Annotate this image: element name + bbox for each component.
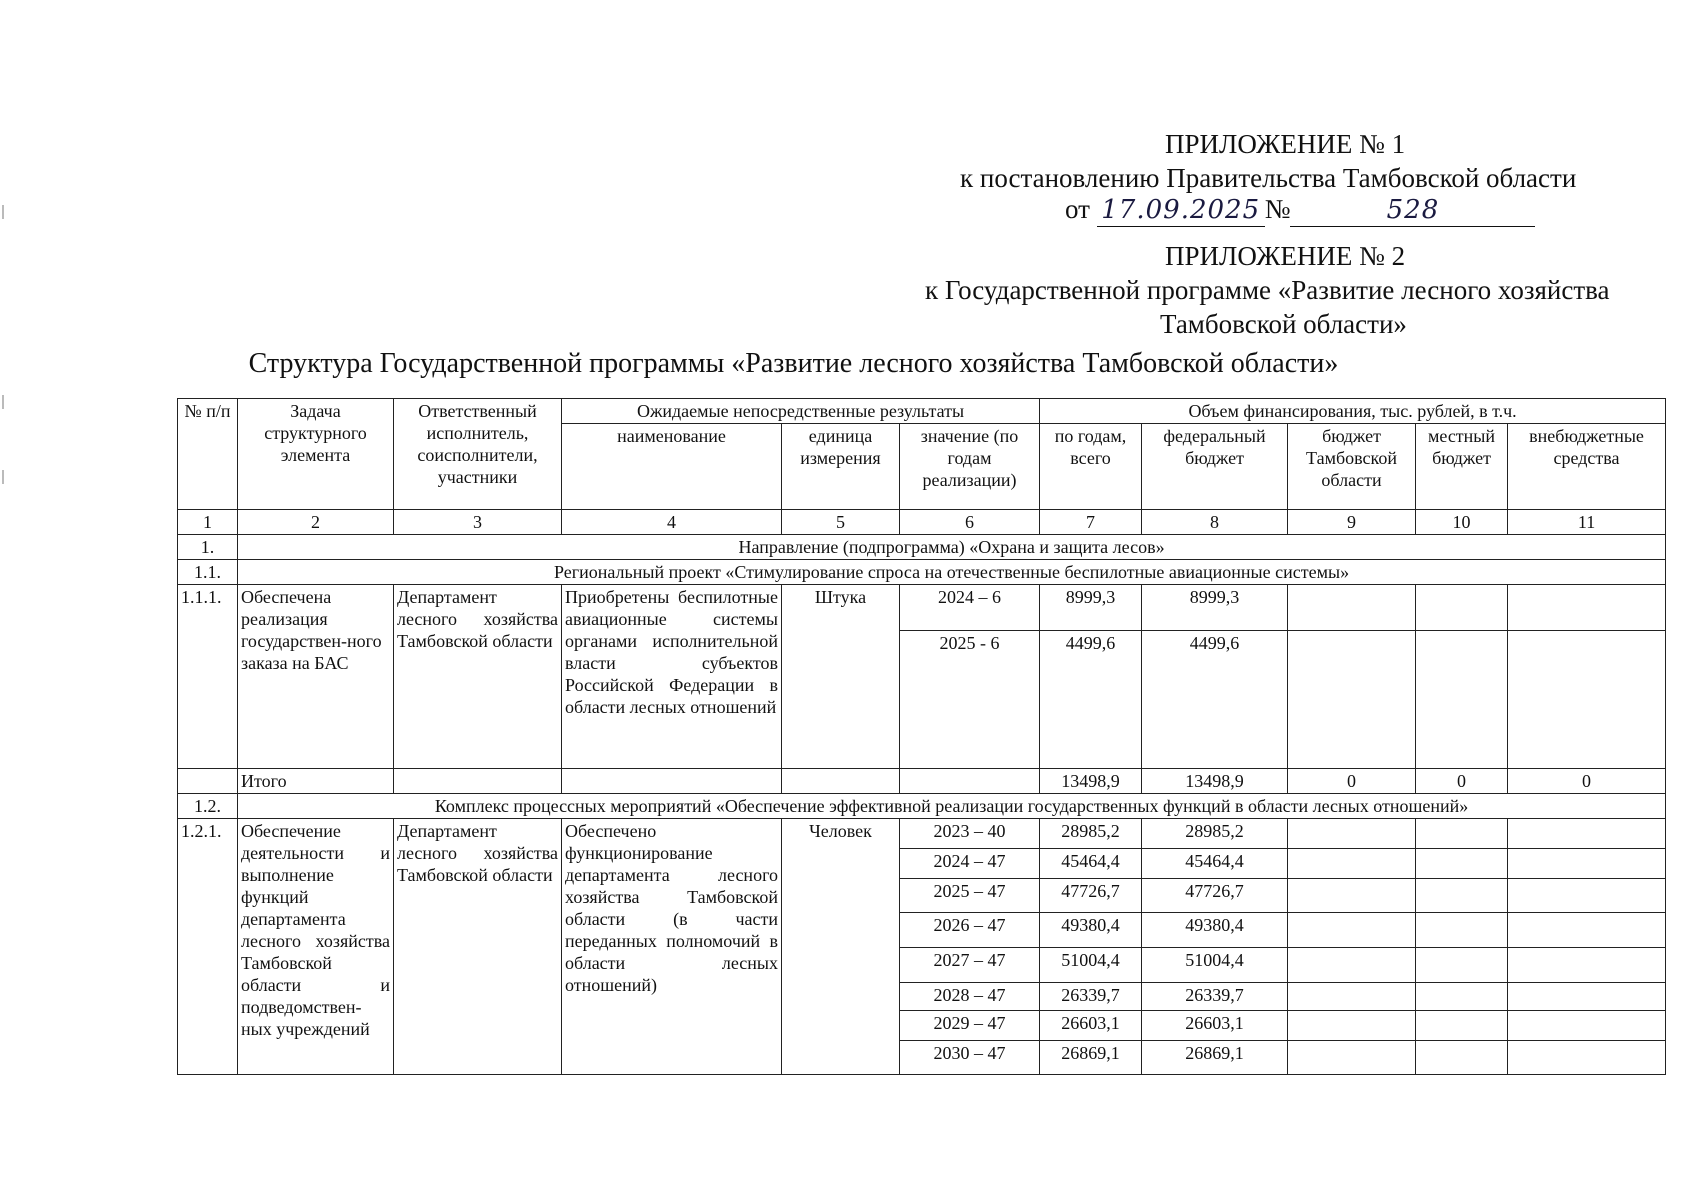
row-num: 1.2.1. [178, 819, 238, 1075]
row-local [1416, 1011, 1508, 1041]
total-empty [394, 769, 562, 794]
row-value: 2025 - 6 [900, 631, 1040, 769]
row-regional [1288, 585, 1416, 631]
table-row [178, 585, 1666, 631]
row-value: 2024 – 47 [900, 849, 1040, 879]
row-total: 26603,1 [1040, 1011, 1142, 1041]
number-line [1290, 193, 1535, 227]
row-result-name: Приобретены беспилотные авиационные системы органами исполнительной власти субъектов Российской Федерации в области лесных отношений [562, 585, 782, 769]
appendix2-title: ПРИЛОЖЕНИЕ № 2 [1165, 241, 1406, 271]
row-federal: 47726,7 [1142, 879, 1288, 913]
scan-mark [2, 470, 4, 484]
row-local [1416, 913, 1508, 948]
header-responsible: Ответственный исполнитель, соисполнители, участники [394, 399, 562, 510]
total-empty [178, 769, 238, 794]
date-number-line [1065, 193, 1535, 227]
complex-row [178, 794, 1666, 819]
total-federal: 13498,9 [1142, 769, 1288, 794]
row-value: 2030 – 47 [900, 1041, 1040, 1075]
row-task: Обеспечение деятельности и выполнение функций департамента лесного хозяйства Тамбовской области и подведомствен-ных учреждений [238, 819, 394, 1075]
complex-num: 1.2. [178, 794, 238, 819]
date-line [1097, 193, 1265, 227]
total-extra: 0 [1508, 769, 1666, 794]
col-number: 7 [1040, 510, 1142, 535]
col-number: 5 [782, 510, 900, 535]
row-unit: Штука [782, 585, 900, 769]
row-local [1416, 585, 1508, 631]
header-federal: федеральный бюджет [1142, 424, 1288, 510]
row-value: 2029 – 47 [900, 1011, 1040, 1041]
row-total: 49380,4 [1040, 913, 1142, 948]
header-total: по годам, всего [1040, 424, 1142, 510]
row-total: 8999,3 [1040, 585, 1142, 631]
row-task: Обеспечена реализация государствен-ного заказа на БАС [238, 585, 394, 769]
row-regional [1288, 948, 1416, 983]
header-task: Задача структурного элемента [238, 399, 394, 510]
row-regional [1288, 849, 1416, 879]
row-extra [1508, 585, 1666, 631]
total-row [178, 769, 1666, 794]
row-total: 51004,4 [1040, 948, 1142, 983]
row-value: 2028 – 47 [900, 983, 1040, 1011]
row-unit: Человек [782, 819, 900, 1075]
document-title: Структура Государственной программы «Развитие лесного хозяйства Тамбовской области» [248, 348, 1339, 379]
row-federal: 8999,3 [1142, 585, 1288, 631]
row-extra [1508, 948, 1666, 983]
header-extra: внебюджетные средства [1508, 424, 1666, 510]
col-number: 1 [178, 510, 238, 535]
row-local [1416, 948, 1508, 983]
header-local: местный бюджет [1416, 424, 1508, 510]
row-federal: 4499,6 [1142, 631, 1288, 769]
row-extra [1508, 819, 1666, 849]
appendix1-to: к постановлению Правительства Тамбовской области [960, 163, 1577, 193]
header-regional: бюджет Тамбовской области [1288, 424, 1416, 510]
project-title: Региональный проект «Стимулирование спроса на отечественные беспилотные авиационные системы» [238, 560, 1666, 585]
date-prefix: от [1065, 194, 1090, 224]
row-responsible: Департамент лесного хозяйства Тамбовской области [394, 819, 562, 1075]
header-value: значение (по годам реализации) [900, 424, 1040, 510]
header-expected-results: Ожидаемые непосредственные результаты [562, 399, 1040, 424]
row-value: 2026 – 47 [900, 913, 1040, 948]
project-num: 1.1. [178, 560, 238, 585]
header-num: № п/п [178, 399, 238, 510]
col-number: 11 [1508, 510, 1666, 535]
row-extra [1508, 631, 1666, 769]
row-extra [1508, 913, 1666, 948]
row-extra [1508, 1041, 1666, 1075]
row-federal: 26869,1 [1142, 1041, 1288, 1075]
row-value: 2025 – 47 [900, 879, 1040, 913]
total-empty [562, 769, 782, 794]
row-total: 47726,7 [1040, 879, 1142, 913]
total-label: Итого [238, 769, 394, 794]
row-federal: 49380,4 [1142, 913, 1288, 948]
row-extra [1508, 879, 1666, 913]
row-federal: 51004,4 [1142, 948, 1288, 983]
row-regional [1288, 819, 1416, 849]
column-number-row [178, 510, 1666, 535]
row-responsible: Департамент лесного хозяйства Тамбовской области [394, 585, 562, 769]
row-regional [1288, 983, 1416, 1011]
row-regional [1288, 879, 1416, 913]
structure-table [177, 398, 1666, 1075]
row-extra [1508, 983, 1666, 1011]
appendix1-title: ПРИЛОЖЕНИЕ № 1 [1165, 129, 1406, 159]
header-unit: единица измерения [782, 424, 900, 510]
row-result-name: Обеспечено функционирование департамента лесного хозяйства Тамбовской области (в части переданных полномочий в области лесных отношений) [562, 819, 782, 1075]
row-total: 28985,2 [1040, 819, 1142, 849]
row-value: 2024 – 6 [900, 585, 1040, 631]
appendix2-line2: Тамбовской области» [1160, 309, 1407, 339]
row-regional [1288, 631, 1416, 769]
appendix2-line1: к Государственной программе «Развитие лесного хозяйства [925, 275, 1610, 305]
complex-title: Комплекс процессных мероприятий «Обеспечение эффективной реализации государственных функций в области лесных отношений» [238, 794, 1666, 819]
project-row [178, 560, 1666, 585]
row-total: 45464,4 [1040, 849, 1142, 879]
row-value: 2023 – 40 [900, 819, 1040, 849]
row-total: 4499,6 [1040, 631, 1142, 769]
header-financing: Объем финансирования, тыс. рублей, в т.ч. [1040, 399, 1666, 424]
row-regional [1288, 1041, 1416, 1075]
row-federal: 26339,7 [1142, 983, 1288, 1011]
row-total: 26339,7 [1040, 983, 1142, 1011]
row-federal: 45464,4 [1142, 849, 1288, 879]
row-num: 1.1.1. [178, 585, 238, 769]
row-total: 26869,1 [1040, 1041, 1142, 1075]
total-sum: 13498,9 [1040, 769, 1142, 794]
row-federal: 28985,2 [1142, 819, 1288, 849]
row-extra [1508, 1011, 1666, 1041]
date-handwritten: 17.09.2025 [1101, 195, 1261, 225]
section-row [178, 535, 1666, 560]
row-regional [1288, 913, 1416, 948]
total-empty [900, 769, 1040, 794]
section-num: 1. [178, 535, 238, 560]
number-label: № [1264, 194, 1291, 224]
header-name: наименование [562, 424, 782, 510]
row-value: 2027 – 47 [900, 948, 1040, 983]
row-local [1416, 819, 1508, 849]
col-number: 4 [562, 510, 782, 535]
table-row [178, 819, 1666, 849]
row-local [1416, 631, 1508, 769]
row-local [1416, 849, 1508, 879]
scan-mark [2, 205, 4, 219]
col-number: 9 [1288, 510, 1416, 535]
row-federal: 26603,1 [1142, 1011, 1288, 1041]
col-number: 10 [1416, 510, 1508, 535]
number-handwritten: 528 [1386, 195, 1440, 225]
scan-mark [2, 395, 4, 409]
col-number: 2 [238, 510, 394, 535]
row-local [1416, 1041, 1508, 1075]
row-extra [1508, 849, 1666, 879]
section-title: Направление (подпрограмма) «Охрана и защита лесов» [238, 535, 1666, 560]
total-local: 0 [1416, 769, 1508, 794]
col-number: 6 [900, 510, 1040, 535]
row-local [1416, 879, 1508, 913]
col-number: 8 [1142, 510, 1288, 535]
row-regional [1288, 1011, 1416, 1041]
total-regional: 0 [1288, 769, 1416, 794]
table-header-row [178, 399, 1666, 424]
col-number: 3 [394, 510, 562, 535]
total-empty [782, 769, 900, 794]
row-local [1416, 983, 1508, 1011]
